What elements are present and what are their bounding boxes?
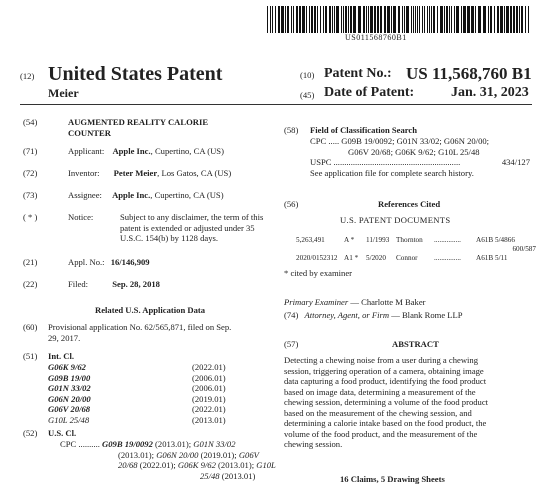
- cited-note: * cited by examiner: [284, 268, 353, 278]
- barcode-bar: [449, 6, 450, 33]
- barcode-bar: [380, 6, 382, 33]
- barcode-bar: [281, 6, 284, 33]
- field-heading: Field of Classification Search: [310, 125, 418, 135]
- reference-row: 2020/0152312 A1 * 5/2020 Connor ............... A61B 5/11: [296, 254, 508, 262]
- barcode-bar: [329, 6, 331, 33]
- refs-heading: References Cited: [378, 199, 441, 209]
- barcode-bar: [456, 6, 459, 33]
- barcode-bar: [417, 6, 418, 33]
- barcode-bar: [366, 6, 367, 33]
- barcode-bar: [387, 6, 390, 33]
- barcode-bar: [299, 6, 301, 33]
- barcode-bar: [343, 6, 344, 33]
- barcode-bar: [415, 6, 416, 33]
- barcode-bar: [513, 6, 515, 33]
- barcode-bar: [278, 6, 280, 33]
- appl-code: (21): [23, 257, 38, 267]
- refs-subheading: U.S. PATENT DOCUMENTS: [340, 215, 451, 225]
- barcode: [267, 6, 529, 33]
- provisional-text: Provisional application No. 62/565,871, filed on Sep. 29, 2017.: [48, 322, 232, 343]
- barcode-bar: [429, 6, 430, 33]
- filed-field: Filed: Sep. 28, 2018: [68, 279, 160, 289]
- barcode-bar: [454, 6, 455, 33]
- barcode-bar: [431, 6, 432, 33]
- barcode-bar: [309, 6, 310, 33]
- references-list: [296, 236, 536, 263]
- applicant-field: Applicant: Apple Inc., Cupertino, CA (US): [68, 146, 224, 156]
- barcode-bar: [521, 6, 523, 33]
- filed-code: (22): [23, 279, 38, 289]
- barcode-bar: [267, 6, 268, 33]
- barcode-bar: [440, 6, 443, 33]
- barcode-bar: [334, 6, 335, 33]
- field-code: (58): [284, 125, 299, 135]
- barcode-bar: [336, 6, 339, 33]
- intcl-row: G06V 20/68 (2022.01): [48, 404, 226, 414]
- barcode-bar: [404, 6, 405, 33]
- barcode-bar: [296, 6, 298, 33]
- barcode-bar: [422, 6, 423, 33]
- reference-subclass: 600/587: [512, 245, 536, 253]
- barcode-bar: [519, 6, 520, 33]
- barcode-bar: [291, 6, 292, 33]
- abstract-heading: ABSTRACT: [392, 339, 439, 349]
- barcode-bar: [270, 6, 271, 33]
- barcode-bar: [323, 6, 324, 33]
- barcode-bar: [285, 6, 286, 33]
- title-code: (54): [23, 117, 38, 127]
- barcode-bar: [419, 6, 420, 33]
- patent-no-label: Patent No.:: [324, 66, 392, 81]
- barcode-bar: [494, 6, 495, 33]
- intcl-list: [48, 362, 268, 425]
- notice-label: Notice:: [68, 212, 94, 222]
- barcode-bar: [490, 6, 492, 33]
- barcode-bar: [406, 6, 409, 33]
- barcode-bar: [320, 6, 321, 33]
- barcode-bar: [332, 6, 333, 33]
- patent-number: US 11,568,760 B1: [406, 64, 532, 83]
- barcode-bar: [525, 6, 526, 33]
- intcl-label: Int. Cl.: [48, 351, 75, 361]
- inventor-code: (72): [23, 168, 38, 178]
- barcode-bar: [402, 6, 403, 33]
- barcode-bar: [510, 6, 512, 33]
- appl-field: Appl. No.: 16/146,909: [68, 257, 150, 267]
- intcl-row: G10L 25/48 (2013.01): [48, 414, 226, 425]
- doc-title: United States Patent: [48, 63, 223, 85]
- barcode-bar: [433, 6, 435, 33]
- prov-code: (60): [23, 322, 38, 332]
- barcode-bar: [391, 6, 392, 33]
- barcode-bar: [411, 6, 412, 33]
- inventor-surname: Meier: [48, 86, 79, 100]
- barcode-bar: [488, 6, 489, 33]
- barcode-bar: [463, 6, 466, 33]
- attorney-field: (74) Attorney, Agent, or Firm — Blank Rome LLP: [284, 310, 463, 320]
- barcode-bar: [293, 6, 294, 33]
- barcode-bar: [427, 6, 428, 33]
- barcode-bar: [370, 6, 373, 33]
- barcode-bar: [451, 6, 452, 33]
- barcode-bar: [345, 6, 347, 33]
- barcode-bar: [377, 6, 379, 33]
- intcl-row: G09B 19/00 (2006.01): [48, 372, 226, 383]
- barcode-number: US011568760B1: [345, 33, 407, 42]
- barcode-bar: [504, 6, 505, 33]
- notice-text: Subject to any disclaimer, the term of this patent is extended or adjusted under 35 U.S.C. 154(b) by 1128 days.: [120, 212, 264, 243]
- barcode-bar: [471, 6, 474, 33]
- barcode-bar: [302, 6, 305, 33]
- barcode-bar: [368, 6, 369, 33]
- intcl-row: G06N 20/00 (2019.01): [48, 393, 226, 404]
- barcode-bar: [467, 6, 470, 33]
- barcode-bar: [341, 6, 342, 33]
- applicant-code: (71): [23, 146, 38, 156]
- barcode-bar: [497, 6, 499, 33]
- assignee-field: Assignee: Apple Inc., Cupertino, CA (US): [68, 190, 224, 200]
- barcode-bar: [393, 6, 396, 33]
- barcode-bar: [350, 6, 352, 33]
- barcode-bar: [358, 6, 361, 33]
- abstract-code: (57): [284, 339, 299, 349]
- invention-title: AUGMENTED REALITY CALORIE COUNTER: [68, 117, 209, 138]
- patent-no-code: (10): [300, 70, 315, 80]
- date-label: Date of Patent:: [324, 85, 415, 100]
- barcode-bar: [500, 6, 503, 33]
- intcl-code: (51): [23, 351, 38, 361]
- barcode-bar: [384, 6, 386, 33]
- barcode-bar: [528, 6, 529, 33]
- barcode-bar: [478, 6, 481, 33]
- barcode-bar: [461, 6, 462, 33]
- inventor-field: Inventor: Peter Meier, Los Gatos, CA (US): [68, 168, 232, 178]
- assignee-code: (73): [23, 190, 38, 200]
- barcode-bar: [325, 6, 327, 33]
- related-heading: Related U.S. Application Data: [95, 305, 206, 315]
- barcode-bar: [516, 6, 518, 33]
- barcode-bar: [314, 6, 316, 33]
- barcode-bar: [275, 6, 276, 33]
- doc-type-code: (12): [20, 71, 35, 81]
- barcode-bar: [363, 6, 365, 33]
- field-cpc: CPC ..... G09B 19/0092; G01N 33/02; G06N 20/00; G06V 20/68; G06K 9/62; G10L 25/48 USPC ........................................................... 434/127 See application file for complete search history.: [310, 136, 530, 178]
- barcode-bar: [506, 6, 509, 33]
- barcode-bar: [374, 6, 376, 33]
- uscl-label: U.S. Cl.: [48, 428, 77, 438]
- header-divider: [20, 104, 532, 105]
- primary-examiner: Primary Examiner — Charlotte M Baker: [284, 297, 426, 307]
- intcl-row: G01N 33/02 (2006.01): [48, 383, 226, 393]
- barcode-bar: [287, 6, 289, 33]
- barcode-bar: [424, 6, 425, 33]
- barcode-bar: [306, 6, 307, 33]
- barcode-bar: [483, 6, 486, 33]
- refs-code: (56): [284, 199, 299, 209]
- claims-summary: 16 Claims, 5 Drawing Sheets: [340, 474, 445, 484]
- notice-code: ( * ): [23, 212, 38, 222]
- barcode-bar: [413, 6, 414, 33]
- barcode-bar: [444, 6, 445, 33]
- patent-date: Jan. 31, 2023: [451, 85, 529, 100]
- barcode-bar: [437, 6, 438, 33]
- abstract-text: Detecting a chewing noise from a user during a chewing session, triggering operation of a camera, obtaining image data capturing a food product, identifying the food product based on image data, determining a measurement of the chewing session, determining a volume of the food product based on the measurement of the chewing session, and determining a calorie intake based on the food product, the volume of the food product, and the measurement of the chewing session.: [284, 355, 489, 449]
- barcode-bar: [353, 6, 356, 33]
- barcode-bar: [398, 6, 400, 33]
- barcode-bar: [446, 6, 448, 33]
- barcode-bar: [317, 6, 318, 33]
- barcode-bar: [311, 6, 313, 33]
- barcode-bar: [272, 6, 273, 33]
- date-code: (45): [300, 90, 315, 100]
- intcl-row: G06K 9/62 (2022.01): [48, 362, 226, 372]
- uscl-code: (52): [23, 428, 38, 438]
- cpc-classification: CPC .......... G09B 19/0092 (2013.01); G01N 33/02 (2013.01); G06N 20/00 (2019.01); G06V 20/68 (2022.01); G06K 9/62 (2013.01); G10L 25/48 (2013.01): [60, 439, 276, 481]
- reference-row: 5,263,491 A * 11/1993 Thornton ............... A61B 5/4866: [296, 236, 515, 244]
- barcode-bar: [348, 6, 349, 33]
- barcode-bar: [475, 6, 476, 33]
